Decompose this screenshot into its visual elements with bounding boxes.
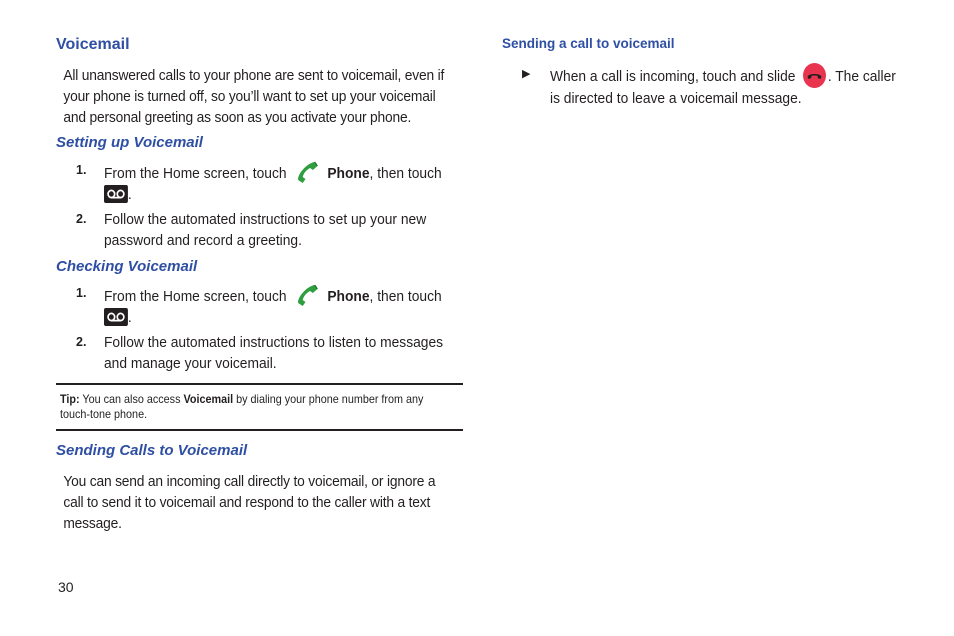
- sending-a-call-heading: Sending a call to voicemail: [502, 36, 675, 51]
- phone-icon: [294, 283, 320, 307]
- step-number: 1.: [76, 163, 87, 177]
- end-call-icon: [803, 63, 826, 88]
- voicemail-icon: [104, 185, 128, 203]
- step-number: 2.: [76, 212, 87, 226]
- step-text: From the Home screen, touch: [104, 165, 287, 182]
- phone-label: Phone: [327, 288, 370, 305]
- tip-pre: You can also access: [82, 392, 181, 406]
- triangle-bullet-icon: ▶: [522, 68, 531, 80]
- phone-icon: [294, 160, 320, 184]
- right-column: [502, 36, 912, 109]
- voicemail-intro: All unanswered calls to your phone are sent to voicemail, even if your phone is turned off, so you’ll want to set up your voicemail and personal greeting as soon as you activate your phone.: [63, 67, 445, 126]
- checking-steps: [56, 283, 463, 374]
- step-text: Follow the automated instructions to set up your new password and record a greeting.: [104, 211, 427, 249]
- sending-calls-heading: Sending Calls to Voicemail: [56, 442, 248, 459]
- tip-voicemail-label: Voicemail: [183, 392, 234, 406]
- sending-section: [56, 442, 463, 534]
- step-text-cont: , then touch: [369, 288, 442, 305]
- step-number: 1.: [76, 286, 87, 300]
- setup-steps: [56, 160, 463, 251]
- tip-post: by dialing your phone number from any touch-tone phone.: [60, 392, 424, 421]
- setup-step-1: [56, 160, 463, 205]
- checking-step-1: [56, 283, 463, 328]
- step-end: .: [127, 186, 132, 203]
- sending-call-bullet: [502, 63, 912, 109]
- step-text-cont: , then touch: [369, 165, 442, 182]
- left-column: [56, 36, 463, 374]
- step-text: From the Home screen, touch: [104, 288, 287, 305]
- setup-step-2: [56, 209, 463, 251]
- bullet-text: When a call is incoming, touch and slide: [550, 68, 796, 85]
- bullet-text-cont: . The caller is directed to leave a voicemail message.: [550, 68, 896, 107]
- setting-up-voicemail-heading: Setting up Voicemail: [56, 134, 203, 151]
- voicemail-heading: Voicemail: [56, 36, 130, 53]
- tip-text: [60, 392, 456, 422]
- voicemail-icon: [104, 308, 128, 326]
- step-end: .: [127, 309, 132, 326]
- tip-box: [56, 383, 463, 431]
- step-text: Follow the automated instructions to listen to messages and manage your voicemail.: [104, 334, 444, 372]
- checking-voicemail-heading: Checking Voicemail: [56, 258, 198, 275]
- checking-step-2: [56, 332, 463, 374]
- step-number: 2.: [76, 335, 87, 349]
- phone-label: Phone: [327, 165, 370, 182]
- page-number: 30: [58, 579, 74, 595]
- sending-calls-text: You can send an incoming call directly to voicemail, or ignore a call to send it to voicemail and respond to the caller with a text message.: [63, 473, 436, 532]
- tip-label: Tip:: [60, 392, 80, 406]
